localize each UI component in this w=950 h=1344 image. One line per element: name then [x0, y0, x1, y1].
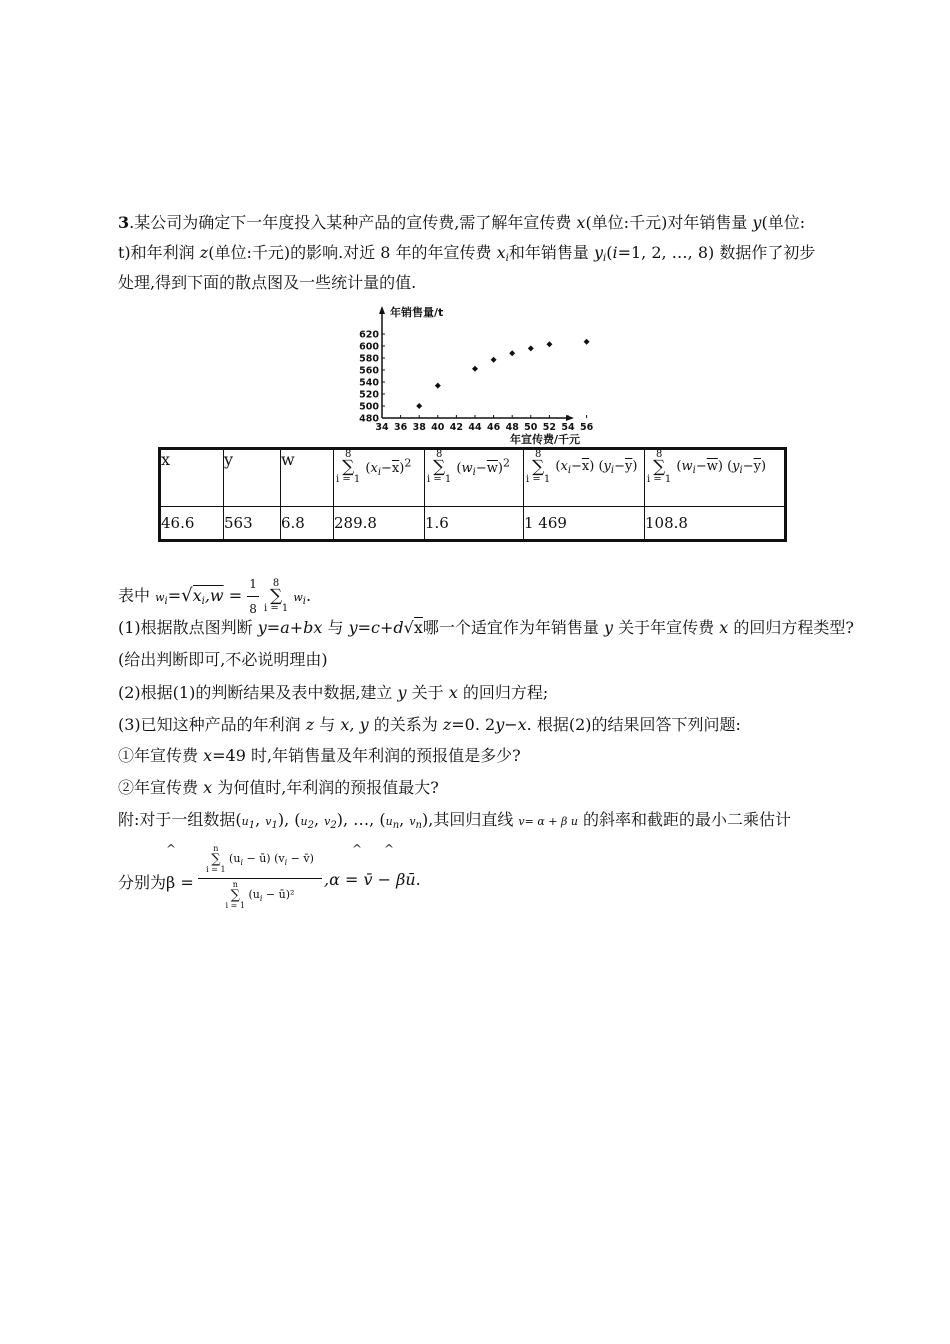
x-axis-arrow [566, 415, 574, 421]
problem-line-1: 3.某公司为确定下一年度投入某种产品的宣传费,需了解年宣传费 x(单位:千元)对年销售量 y(单位: [118, 213, 806, 232]
header-wbar: $\overline{w}$ [281, 449, 334, 507]
problem-line-3: 处理,得到下面的散点图及一些统计量的值. [118, 273, 417, 292]
table-note: 表中 $w_i=√x_i,w$ = $\frac{1}{8}$ 8 ∑ i = 1 $w_i$. [118, 572, 311, 621]
data-point [546, 341, 552, 347]
y-tick-label: 520 [359, 389, 379, 401]
question-1: (1)根据散点图判断 y=a+bx 与 y=c+d√x哪一个适宜作为年销售量 y 关于年宣传费 x 的回归方程类型? [118, 618, 854, 637]
x-tick-label: 52 [542, 422, 557, 433]
formula-numerator: n ∑ i = 1 ($u_i$ − ū) ($v_i$ − v̄) [206, 844, 314, 874]
x-tick-label: 36 [393, 422, 408, 433]
x-tick-label: 34 [375, 422, 389, 433]
x-tick-label: 42 [449, 422, 464, 433]
y-tick-label: 560 [359, 365, 379, 377]
scatter-chart [352, 300, 602, 450]
question-3: (3)已知这种产品的年利润 z 与 x, y 的关系为 z=0. 2y−x. 根据(2)的结果回答下列问题: [118, 715, 741, 734]
problem-line-2: t)和年利润 z(单位:千元)的影响.对近 8 年的年宣传费 $x_i$和年销售量 $y_i(i=1$, 2, …, 8) 数据作了初步 [118, 243, 816, 264]
y-tick-label: 580 [359, 353, 379, 365]
formula-denominator: n ∑ i = 1 ($u_i$ − ū)² [225, 880, 295, 910]
header-sum-xy: 8 ∑ i = 1 $(x_i-\overline{x})$ $(y_i-\overline{y})$ [524, 449, 645, 507]
value-sum-x-sq: 289.8 [334, 507, 425, 541]
value-wbar: 6.8 [281, 507, 334, 541]
data-point [472, 366, 478, 372]
x-tick-label: 56 [579, 422, 594, 433]
table-header-row [160, 449, 786, 507]
value-ybar: 563 [224, 507, 281, 541]
question-2: (2)根据(1)的判断结果及表中数据,建立 y 关于 x 的回归方程; [118, 683, 549, 702]
x-tick-label: 44 [468, 422, 482, 433]
question-1-note: (给出判断即可,不必说明理由) [118, 650, 328, 669]
problem-number: 3 [118, 213, 130, 232]
data-point [584, 339, 590, 345]
y-axis-label: 年销售量/t [390, 306, 444, 319]
header-xbar: $\overline{x}$ [160, 449, 224, 507]
x-axis-label: 年宣传费/千元 [510, 433, 581, 446]
header-sum-x-sq: 8 ∑ i = 1 $(x_i-\overline{x})^2$ [334, 449, 425, 507]
data-point [528, 345, 534, 351]
value-sum-wy: 108.8 [645, 507, 786, 541]
y-tick-label: 600 [359, 341, 379, 353]
x-tick-label: 46 [486, 422, 501, 433]
y-tick-label: 500 [359, 401, 379, 413]
data-point [435, 383, 441, 389]
y-tick-label: 540 [359, 377, 379, 389]
chart-points [416, 339, 589, 409]
y-tick-label: 480 [359, 413, 379, 425]
value-sum-w-sq: 1.6 [425, 507, 524, 541]
question-3-part-1: ①年宣传费 x=49 时,年销售量及年利润的预报值是多少? [118, 746, 521, 765]
x-tick-label: 40 [431, 422, 445, 433]
header-sum-w-sq: 8 ∑ i = 1 $(w_i-\overline{w})^2$ [425, 449, 524, 507]
y-tick-label: 620 [359, 329, 379, 341]
data-point [509, 350, 515, 356]
statistics-table [158, 447, 787, 542]
x-tick-label: 48 [505, 422, 519, 433]
x-tick-label: 54 [561, 422, 575, 433]
header-ybar: $\overline{y}$ [224, 449, 281, 507]
data-point [416, 403, 422, 409]
value-xbar: 46.6 [160, 507, 224, 541]
x-tick-label: 50 [524, 422, 538, 433]
y-axis-arrow [379, 306, 385, 314]
chart-axes [379, 306, 574, 421]
value-sum-xy: 1 469 [524, 507, 645, 541]
x-tick-label: 38 [412, 422, 426, 433]
table-values-row [160, 507, 786, 541]
least-squares-formula: ^ ^ ^ 分别为β = n ∑ i = 1 ($u_i$ − ū) ($v_i$ − v̄) n ∑ i = 1 ($u_i$ − ū)² ,α = v̄ − βū. [118, 842, 421, 910]
data-point [491, 357, 497, 363]
appendix: 附:对于一组数据($u_1$, $v_1$), ($u_2$, $v_2$), …, ($u_n$, $v_n$),其回归直线 v= α + β u 的斜率和截距的最小二乘估计 [118, 810, 792, 831]
question-3-part-2: ②年宣传费 x 为何值时,年利润的预报值最大? [118, 778, 439, 797]
header-sum-wy: 8 ∑ i = 1 $(w_i-\overline{w})$ $(y_i-\overline{y})$ [645, 449, 786, 507]
